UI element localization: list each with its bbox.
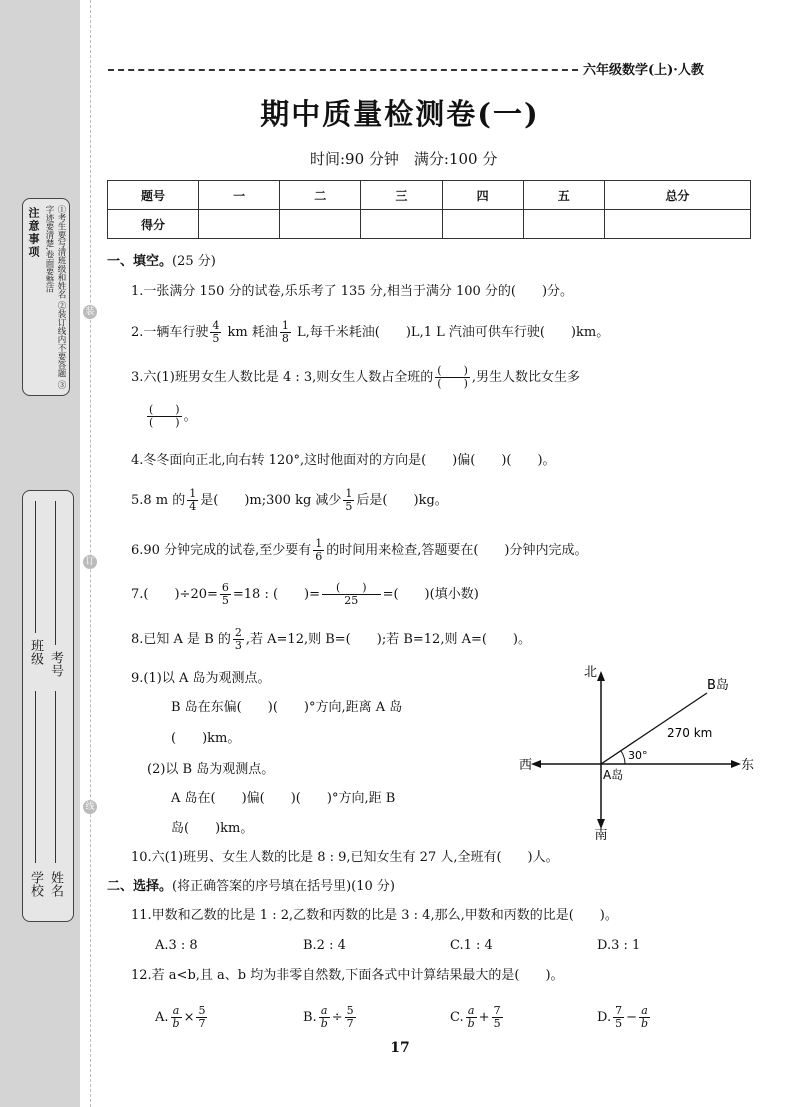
q7-text-a: 7.( )÷20= bbox=[131, 587, 218, 602]
south-label: 南 bbox=[594, 828, 608, 840]
question-9-2a: A 岛在( )偏( )( )°方向,距 B bbox=[171, 791, 396, 806]
question-9-1b: ( )km。 bbox=[171, 731, 241, 746]
fraction-numerator: 7 bbox=[493, 1004, 501, 1017]
number-line bbox=[55, 501, 56, 645]
binding-sidebar bbox=[0, 0, 80, 1107]
q8-text-b: ,若 A=12,则 B=( );若 B=12,则 A=( )。 bbox=[245, 632, 532, 647]
table-header-cell: 四 bbox=[442, 181, 523, 210]
option-operator: + bbox=[478, 1010, 490, 1025]
option-label: C. bbox=[450, 1010, 464, 1025]
option-fraction bbox=[345, 1005, 356, 1030]
q12-option-d[interactable] bbox=[597, 1005, 652, 1030]
fraction-denominator: ( ) bbox=[437, 377, 468, 390]
q6-text-b: 的时间用来检查,答题要在( )分钟内完成。 bbox=[326, 543, 588, 558]
question-2 bbox=[131, 320, 609, 345]
fraction-numerator: 6 bbox=[221, 581, 229, 594]
section1-title: 一、填空。 bbox=[107, 254, 173, 269]
question-9-1: 9.(1)以 A 岛为观测点。 bbox=[131, 671, 271, 686]
fraction-denominator: 5 bbox=[493, 1017, 501, 1030]
fraction-denominator: b bbox=[172, 1017, 180, 1030]
fraction-numerator: 7 bbox=[615, 1004, 623, 1017]
binding-mark: 线 bbox=[83, 800, 97, 814]
header-divider bbox=[108, 69, 578, 71]
page-title: 期中质量检测卷(一) bbox=[260, 97, 540, 131]
option-fraction-ab bbox=[319, 1005, 330, 1030]
section1-heading bbox=[107, 253, 216, 271]
option-operator: − bbox=[626, 1010, 637, 1025]
table-header-cell: 三 bbox=[361, 181, 442, 210]
q8-fraction bbox=[233, 627, 244, 652]
section2-heading bbox=[107, 878, 395, 896]
header-subject: 六年级数学(上)·人教 bbox=[583, 63, 704, 78]
north-label: 北 bbox=[583, 665, 597, 680]
class-line bbox=[35, 501, 36, 633]
score-table-header-row bbox=[108, 181, 751, 210]
option-fraction-ab bbox=[466, 1005, 477, 1030]
fraction-denominator: b bbox=[320, 1017, 328, 1030]
question-10: 10.六(1)班男、女生人数的比是 8 : 9,已知女生有 27 人,全班有( )人。 bbox=[131, 850, 559, 865]
q8-text-a: 8.已知 A 是 B 的 bbox=[131, 632, 231, 647]
student-info-box bbox=[22, 490, 74, 922]
score-cell[interactable] bbox=[442, 210, 523, 239]
q3-text-b: ,男生人数比女生多 bbox=[471, 370, 581, 385]
fraction-numerator: a bbox=[171, 1005, 182, 1018]
section1-points: (25 分) bbox=[172, 254, 216, 269]
q5-text-a: 5.8 m 的 bbox=[131, 493, 186, 508]
option-fraction bbox=[613, 1005, 624, 1030]
fraction-denominator: 3 bbox=[234, 639, 242, 652]
a-island-label: A岛 bbox=[603, 768, 624, 782]
option-label: A. bbox=[155, 1010, 169, 1025]
table-header-cell: 一 bbox=[199, 181, 280, 210]
fraction-numerator: ( ) bbox=[149, 403, 180, 416]
fraction-denominator: 5 bbox=[212, 332, 220, 345]
q11-option-d[interactable]: D.3 : 1 bbox=[597, 938, 641, 953]
q7-fraction-2 bbox=[322, 582, 381, 607]
class-label: 班级 bbox=[28, 639, 43, 665]
section2-instruction: (将正确答案的序号填在括号里)(10 分) bbox=[172, 879, 395, 894]
q5-fraction-1 bbox=[187, 488, 198, 513]
question-6 bbox=[131, 538, 588, 563]
fraction-numerator: 1 bbox=[315, 537, 323, 550]
fraction-denominator: 8 bbox=[281, 332, 289, 345]
q11-option-b[interactable]: B.2 : 4 bbox=[303, 938, 346, 953]
option-label: D. bbox=[597, 1010, 612, 1025]
q2-fraction-1 bbox=[210, 320, 221, 345]
binding-mark: 订 bbox=[83, 555, 97, 569]
section2-title: 二、选择。 bbox=[107, 879, 173, 894]
fraction-denominator: 5 bbox=[345, 500, 353, 513]
option-fraction-ab bbox=[639, 1005, 650, 1030]
angle-arc bbox=[621, 751, 625, 764]
notice-title: 注意事项 bbox=[27, 207, 40, 259]
option-fraction bbox=[196, 1005, 207, 1030]
table-header-cell: 总分 bbox=[604, 181, 750, 210]
fraction-denominator: b bbox=[641, 1017, 649, 1030]
q2-text-b: km 耗油 bbox=[223, 325, 278, 340]
score-cell[interactable] bbox=[604, 210, 750, 239]
fraction-numerator: 1 bbox=[281, 319, 289, 332]
school-label: 学校 bbox=[28, 871, 43, 897]
q3-answer-fraction bbox=[147, 404, 182, 429]
score-cell[interactable] bbox=[199, 210, 280, 239]
fraction-denominator: b bbox=[467, 1017, 475, 1030]
score-cell[interactable] bbox=[280, 210, 361, 239]
q11-option-a[interactable]: A.3 : 8 bbox=[155, 938, 198, 953]
notice-text: ①考生要写清班级和姓名 ②装订线内不要答题 ③字迹要清楚,卷面要整洁 bbox=[44, 205, 66, 389]
q7-text-c: =( )(填小数) bbox=[382, 587, 479, 602]
table-header-cell: 五 bbox=[523, 181, 604, 210]
score-table-score-row bbox=[108, 210, 751, 239]
name-label: 姓名 bbox=[48, 871, 63, 897]
question-9-2: (2)以 B 岛为观测点。 bbox=[147, 762, 275, 777]
school-line bbox=[35, 691, 36, 863]
fraction-numerator: a bbox=[639, 1005, 650, 1018]
q12-option-c[interactable] bbox=[450, 1005, 505, 1030]
fraction-denominator: 7 bbox=[346, 1017, 354, 1030]
fraction-numerator: a bbox=[319, 1005, 330, 1018]
exam-time-score: 时间:90 分钟 满分:100 分 bbox=[310, 150, 498, 168]
option-fraction bbox=[492, 1005, 503, 1030]
fraction-numerator: 1 bbox=[189, 487, 197, 500]
fraction-denominator: 5 bbox=[615, 1017, 623, 1030]
binding-mark: 装 bbox=[83, 305, 97, 319]
q11-option-c[interactable]: C.1 : 4 bbox=[450, 938, 493, 953]
question-5 bbox=[131, 488, 448, 513]
option-operator: × bbox=[183, 1010, 195, 1025]
option-operator: ÷ bbox=[331, 1010, 343, 1025]
table-header-cell: 二 bbox=[280, 181, 361, 210]
fraction-denominator: 25 bbox=[344, 594, 359, 607]
option-label: B. bbox=[303, 1010, 317, 1025]
fraction-denominator: 5 bbox=[221, 594, 229, 607]
fraction-numerator: 1 bbox=[345, 487, 353, 500]
score-table bbox=[107, 180, 751, 239]
q6-text-a: 6.90 分钟完成的试卷,至少要有 bbox=[131, 543, 312, 558]
option-fraction-ab bbox=[171, 1005, 182, 1030]
fraction-denominator: 4 bbox=[189, 500, 197, 513]
fraction-numerator: 5 bbox=[346, 1004, 354, 1017]
east-arrow-icon bbox=[731, 760, 741, 768]
number-label: 考号 bbox=[48, 651, 63, 677]
fraction-numerator: ( ) bbox=[322, 582, 381, 595]
q3-text-c: 。 bbox=[183, 409, 197, 424]
fraction-denominator: ( ) bbox=[149, 416, 180, 429]
q2-text-a: 2.一辆车行驶 bbox=[131, 325, 209, 340]
q12-option-b[interactable] bbox=[303, 1005, 358, 1030]
fraction-numerator: 2 bbox=[234, 626, 242, 639]
q5-text-c: 后是( )kg。 bbox=[356, 493, 448, 508]
angle-label: 30° bbox=[628, 749, 648, 762]
west-label: 西 bbox=[519, 758, 533, 773]
q2-fraction-2 bbox=[280, 320, 291, 345]
score-cell[interactable] bbox=[523, 210, 604, 239]
q5-fraction-2 bbox=[343, 488, 354, 513]
distance-label: 270 km bbox=[667, 726, 713, 740]
question-9-2b: 岛( )km。 bbox=[171, 821, 254, 836]
question-3-cont bbox=[145, 404, 197, 429]
question-1: 1.一张满分 150 分的试卷,乐乐考了 135 分,相当于满分 100 分的( )分。 bbox=[131, 284, 574, 299]
q2-text-c: L,每千米耗油( )L,1 L 汽油可供车行驶( )km。 bbox=[292, 325, 610, 340]
question-9-1a: B 岛在东偏( )( )°方向,距离 A 岛 bbox=[171, 700, 403, 715]
fraction-denominator: 7 bbox=[198, 1017, 206, 1030]
fraction-numerator: 4 bbox=[212, 319, 220, 332]
fraction-numerator: ( ) bbox=[437, 364, 468, 377]
north-arrow-icon bbox=[597, 671, 605, 681]
q7-text-b: =18 : ( )= bbox=[232, 587, 320, 602]
page-number: 17 bbox=[390, 1040, 410, 1056]
direction-diagram bbox=[515, 665, 755, 840]
q3-fraction bbox=[435, 365, 470, 390]
question-3 bbox=[131, 365, 580, 390]
west-arrow-icon bbox=[531, 760, 541, 768]
q12-option-a[interactable] bbox=[155, 1005, 209, 1030]
notice-box bbox=[22, 198, 70, 396]
fraction-numerator: 5 bbox=[198, 1004, 206, 1017]
question-12: 12.若 a<b,且 a、b 均为非零自然数,下面各式中计算结果最大的是( )。 bbox=[131, 968, 564, 983]
table-header-cell: 题号 bbox=[108, 181, 199, 210]
binding-line bbox=[90, 0, 91, 1107]
question-7 bbox=[131, 582, 479, 607]
question-11: 11.甲数和乙数的比是 1 : 2,乙数和丙数的比是 3 : 4,那么,甲数和丙数的比是( )。 bbox=[131, 908, 618, 923]
q7-fraction-1 bbox=[220, 582, 231, 607]
score-cell[interactable] bbox=[361, 210, 442, 239]
east-label: 东 bbox=[741, 758, 755, 773]
q6-fraction bbox=[313, 538, 324, 563]
table-row-label: 得分 bbox=[108, 210, 199, 239]
fraction-denominator: 6 bbox=[315, 550, 323, 563]
fraction-numerator: a bbox=[466, 1005, 477, 1018]
q3-text-a: 3.六(1)班男女生人数比是 4 : 3,则女生人数占全班的 bbox=[131, 370, 434, 385]
name-line bbox=[55, 691, 56, 863]
question-4: 4.冬冬面向正北,向右转 120°,这时他面对的方向是( )偏( )( )。 bbox=[131, 453, 556, 468]
b-island-label: B岛 bbox=[707, 678, 729, 693]
question-8 bbox=[131, 627, 531, 652]
q5-text-b: 是( )m;300 kg 减少 bbox=[200, 493, 342, 508]
